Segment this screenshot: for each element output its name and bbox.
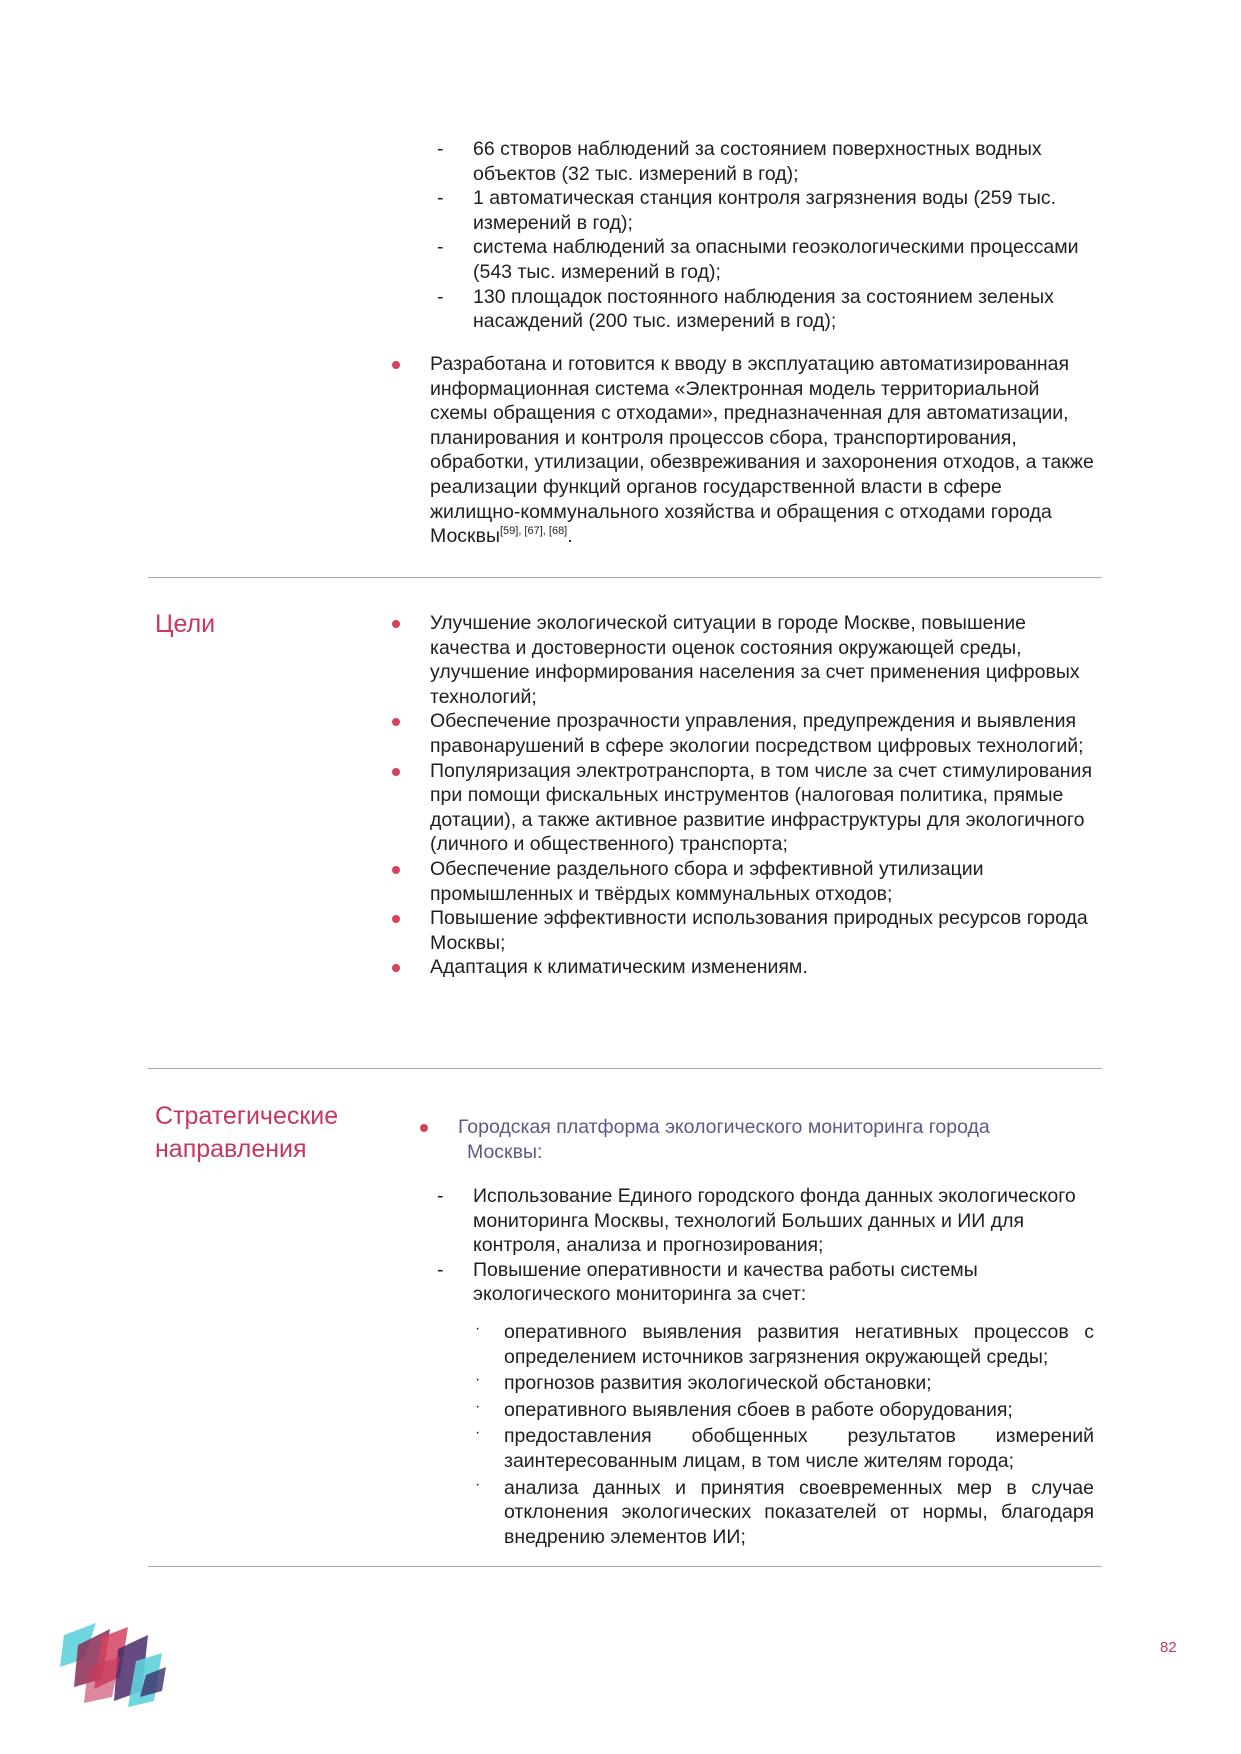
ais-paragraph bbox=[383, 352, 1095, 549]
ais-end: . bbox=[567, 525, 573, 548]
list-item bbox=[383, 759, 1095, 857]
dash-marker: - bbox=[437, 138, 444, 160]
list-item-text: 1 автоматическая станция контроля загрязнения воды (259 тыс. измерений в год); bbox=[473, 187, 1057, 234]
list-item-text: 66 створов наблюдений за состоянием поверхностных водных объектов (32 тыс. измерений в год); bbox=[473, 138, 1042, 185]
strategy-label-line-1: Стратегические bbox=[155, 1102, 339, 1130]
list-item-text: оперативного выявления развития негативных процессов с определением источников загрязнения окружающей среды; bbox=[504, 1321, 1094, 1368]
bullet-icon bbox=[392, 915, 400, 923]
dot-marker: · bbox=[475, 1397, 481, 1415]
dash-marker: - bbox=[437, 1185, 444, 1207]
dash-marker: - bbox=[437, 187, 444, 210]
list-item bbox=[470, 1424, 1094, 1473]
ais-text: Разработана и готовится к вводу в эксплуатацию автоматизированная информационная система «Электронная модель территориальной схемы обращения с отходами», предназначенная для автоматизации, планирования и контроля процессов сбора, транспортирования, обработки, утилизации, обезвреживания и захоронения отходов, а также реализации функций органов государственной власти в сфере жилищно-коммунального хозяйства и обращения с отходами города Москвы bbox=[430, 353, 1094, 548]
list-item-text: система наблюдений за опасными геоэкологическими процессами (543 тыс. измерений в год); bbox=[473, 236, 1079, 283]
list-item bbox=[432, 186, 1082, 235]
list-item bbox=[383, 906, 1095, 955]
list-item bbox=[470, 1320, 1094, 1369]
strategy-label-line-2: направления bbox=[155, 1135, 307, 1163]
strategy-label bbox=[155, 1100, 338, 1166]
bullet-icon bbox=[392, 620, 400, 628]
section-divider bbox=[148, 1068, 1102, 1069]
bullet-icon bbox=[392, 361, 400, 369]
goal-text: Обеспечение прозрачности управления, предупреждения и выявления правонарушений в сфере экологии посредством цифровых технологий; bbox=[430, 710, 1084, 757]
list-item-text: Использование Единого городского фонда данных экологического мониторинга Москвы, технологий Больших данных и ИИ для контроля, анализа и прогнозирования; bbox=[473, 1185, 1076, 1257]
list-item bbox=[470, 1371, 1094, 1396]
goal-text: Популяризация электротранспорта, в том числе за счет стимулирования при помощи фискальных инструментов (налоговая политика, прямые дотации), а также активное развитие инфраструктуры для экологичного (личного и общественного) транспорта; bbox=[430, 759, 1093, 856]
abstract-arrows-logo-icon bbox=[58, 1617, 168, 1709]
bullet-icon bbox=[420, 1124, 428, 1132]
list-item-text: 130 площадок постоянного наблюдения за состоянием зеленых насаждений (200 тыс. измерений в год); bbox=[473, 285, 1054, 333]
list-item bbox=[432, 235, 1082, 284]
bullet-icon bbox=[392, 768, 400, 776]
list-item bbox=[432, 1258, 1082, 1307]
list-item bbox=[432, 137, 1082, 186]
goals-list bbox=[383, 611, 1095, 980]
dot-marker: · bbox=[475, 1371, 481, 1389]
list-item bbox=[470, 1476, 1094, 1550]
dash-marker: - bbox=[437, 285, 444, 308]
list-item bbox=[383, 352, 1095, 549]
list-item-text: анализа данных и принятия своевременных мер в случае отклонения экологических показателей от нормы, благодаря внедрению элементов ИИ; bbox=[504, 1476, 1094, 1548]
page-number: 82 bbox=[1160, 1639, 1177, 1656]
intro-dash-list bbox=[432, 137, 1082, 334]
goals-label: Цели bbox=[155, 610, 216, 638]
bullet-icon bbox=[392, 964, 400, 972]
list-item-text: оперативного выявления сбоев в работе оборудования; bbox=[504, 1398, 1013, 1421]
section-divider bbox=[148, 577, 1102, 578]
list-item-text: предоставления обобщенных результатов измерений заинтересованным лицам, в том числе жителям города; bbox=[504, 1425, 1094, 1472]
list-item-text: Повышение оперативности и качества работы системы экологического мониторинга за счет: bbox=[473, 1258, 978, 1306]
goal-text: Повышение эффективности использования природных ресурсов города Москвы; bbox=[430, 907, 1088, 954]
dot-marker: · bbox=[475, 1320, 481, 1337]
strategy-dot-list bbox=[470, 1320, 1094, 1551]
platform-heading: Городская платформа экологического мониторинга города Москвы: bbox=[458, 1116, 990, 1163]
reference-numbers: [59], [67], [68] bbox=[499, 525, 568, 538]
strategy-dash-list bbox=[432, 1184, 1082, 1307]
dot-marker: · bbox=[475, 1475, 481, 1493]
platform-heading-block bbox=[420, 1115, 1040, 1164]
list-item bbox=[383, 709, 1095, 758]
dot-marker: · bbox=[475, 1424, 481, 1442]
bullet-icon bbox=[392, 718, 400, 726]
section-divider bbox=[148, 1566, 1102, 1567]
list-item bbox=[470, 1398, 1094, 1423]
dash-marker: - bbox=[437, 236, 444, 259]
dash-marker: - bbox=[437, 1258, 444, 1281]
list-item bbox=[383, 611, 1095, 709]
list-item bbox=[383, 955, 1095, 980]
bullet-icon bbox=[392, 866, 400, 874]
list-item bbox=[383, 857, 1095, 906]
goal-text: Адаптация к климатическим изменениям. bbox=[430, 956, 808, 979]
list-item bbox=[432, 285, 1082, 334]
goal-text: Улучшение экологической ситуации в городе Москве, повышение качества и достоверности оценок состояния окружающей среды, улучшение информирования населения за счет применения цифровых технологий; bbox=[430, 612, 1080, 708]
goal-text: Обеспечение раздельного сбора и эффективной утилизации промышленных и твёрдых коммунальных отходов; bbox=[430, 857, 984, 905]
list-item-text: прогнозов развития экологической обстановки; bbox=[504, 1372, 932, 1395]
list-item bbox=[432, 1184, 1082, 1258]
list-item bbox=[420, 1115, 1040, 1164]
